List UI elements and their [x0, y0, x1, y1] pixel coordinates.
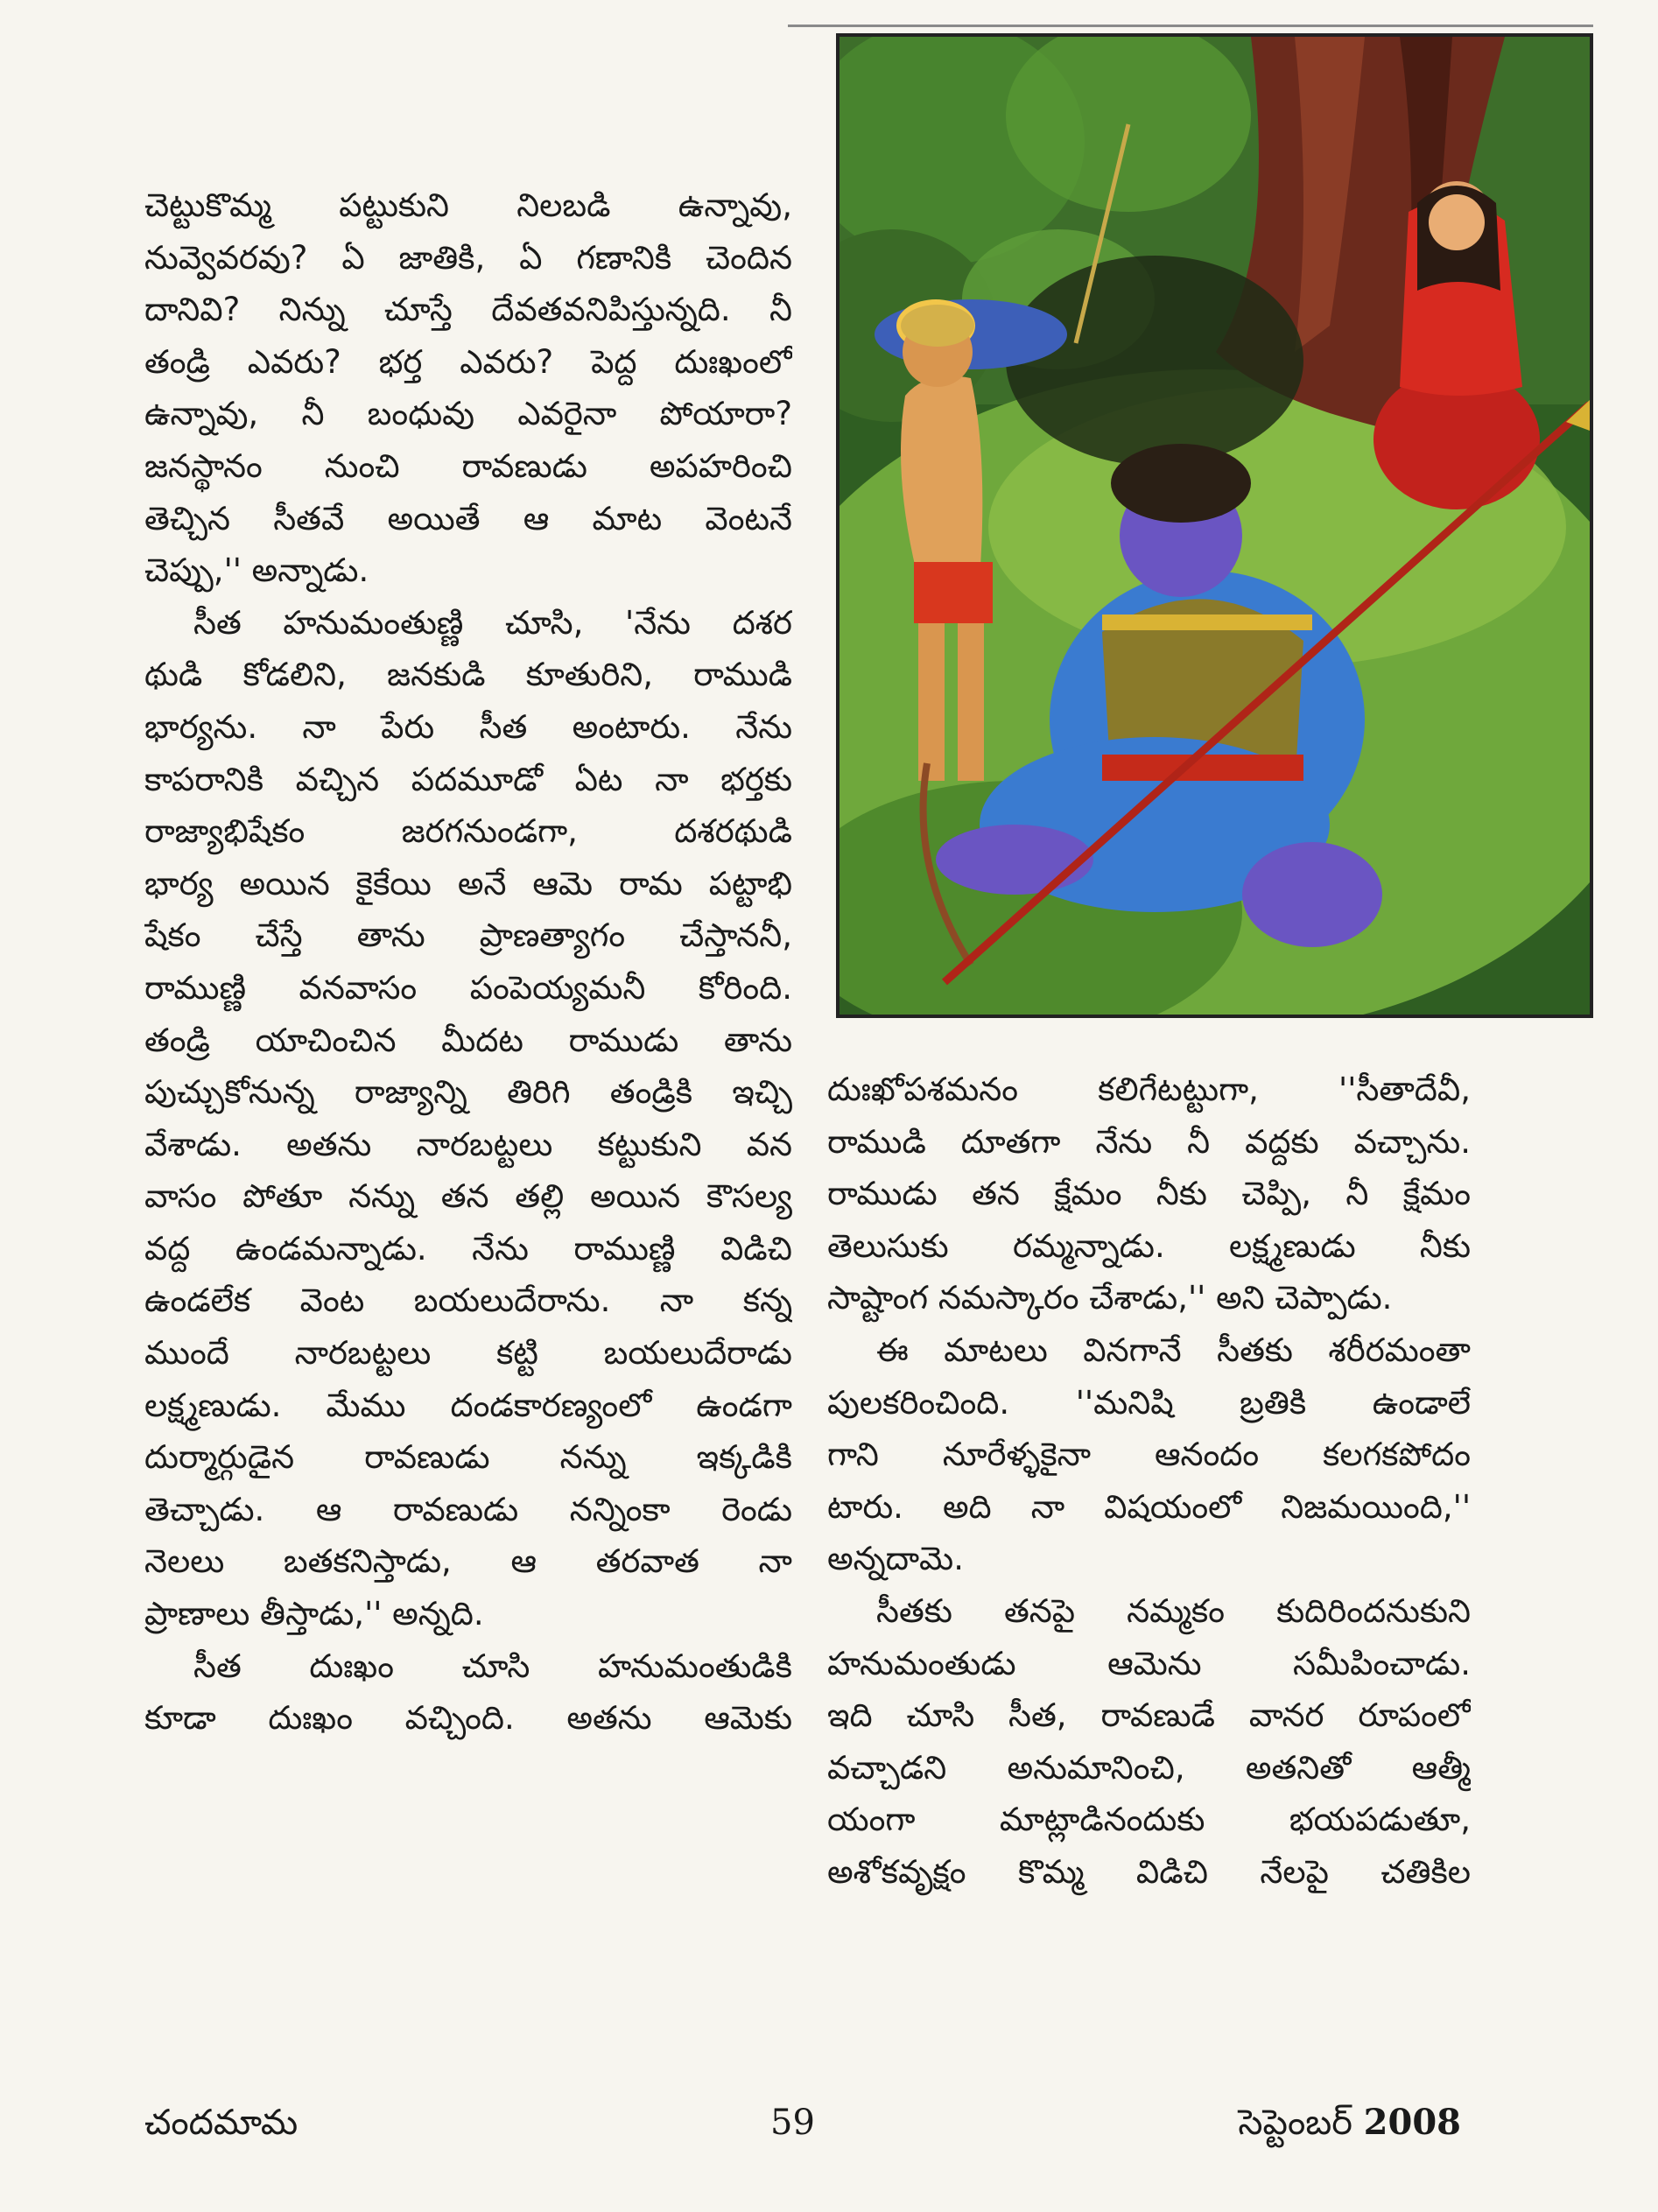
- text-line: సీత హనుమంతుణ్ణి చూసి, 'నేను దశర: [193, 603, 792, 642]
- text-line: యంగా మాట్లాడినందుకు భయపడుతూ,: [827, 1801, 1471, 1839]
- text-line: హనుమంతుడు ఆమెను సమీపించాడు.: [827, 1644, 1471, 1682]
- text-line: నెలలు బతకనిస్తాడు, ఆ తరవాత నా: [144, 1542, 792, 1581]
- text-line: నువ్వెవరవు? ఏ జాతికి, ఏ గణానికి చెందిన: [144, 238, 792, 277]
- page-number: 59: [770, 2103, 815, 2143]
- text-line: లక్ష్మణుడు. మేము దండకారణ్యంలో ఉండగా: [144, 1386, 792, 1424]
- text-line: టారు. అది నా విషయంలో నిజమయింది,'': [827, 1487, 1471, 1526]
- text-line: గాని నూరేళ్ళకైనా ఆనందం కలగకపోదం: [827, 1436, 1471, 1474]
- text-line: తండ్రి ఎవరు? భర్త ఎవరు? పెద్ద దుఃఖంలో: [144, 342, 792, 381]
- text-line: ఈ మాటలు వినగానే సీతకు శరీరమంతా: [876, 1331, 1471, 1369]
- text-line: సాష్టాంగ నమస్కారం చేశాడు,'' అని చెప్పాడు.: [827, 1279, 1393, 1317]
- top-rule: [788, 25, 1593, 27]
- text-line: చెట్టుకొమ్మ పట్టుకుని నిలబడి ఉన్నావు,: [144, 186, 792, 224]
- issue-year: 2008: [1363, 2102, 1461, 2143]
- text-line: దుఃఖోపశమనం కలిగేటట్టుగా, ''సీతాదేవీ,: [827, 1071, 1471, 1108]
- issue-month: సెప్టెంబర్: [1238, 2103, 1352, 2143]
- text-line: చెప్పు,'' అన్నాడు.: [144, 551, 369, 590]
- text-line: షేకం చేస్తే తాను ప్రాణత్యాగం చేస్తాననీ,: [144, 916, 792, 955]
- text-column-left: [144, 179, 792, 1745]
- illustration-drawing: [840, 37, 1590, 1015]
- text-line: సీత దుఃఖం చూసి హనుమంతుడికి: [193, 1647, 792, 1685]
- text-line: పులకరించింది. ''మనిషి బ్రతికి ఉండాలే: [827, 1383, 1471, 1422]
- issue-date: [1238, 2101, 1461, 2145]
- text-line: ముందే నారబట్టలు కట్టి బయలుదేరాడు: [144, 1334, 792, 1373]
- text-line: తెచ్చాడు. ఆ రావణుడు నన్నింకా రెండు: [144, 1490, 792, 1528]
- text-line: అన్నదామె.: [827, 1540, 964, 1578]
- text-line: వద్ద ఉండమన్నాడు. నేను రాముణ్ణి విడిచి: [144, 1229, 792, 1268]
- text-line: రాముడి దూతగా నేను నీ వద్దకు వచ్చాను.: [827, 1122, 1471, 1161]
- text-line: రాముణ్ణి వనవాసం పంపెయ్యమనీ కోరింది.: [144, 968, 792, 1007]
- text-line: పుచ్చుకోనున్న రాజ్యాన్ని తిరిగి తండ్రికి ఇచ్చి: [144, 1073, 792, 1112]
- text-line: ఉండలేక వెంట బయలుదేరాను. నా కన్న: [144, 1282, 792, 1320]
- text-line: తెలుసుకు రమ్మన్నాడు. లక్ష్మణుడు నీకు: [827, 1226, 1471, 1265]
- text-line: ప్రాణాలు తీస్తాడు,'' అన్నది.: [144, 1595, 484, 1633]
- text-line: వాసం పోతూ నన్ను తన తల్లి అయిన కౌసల్య: [144, 1177, 792, 1216]
- text-line: భార్యను. నా పేరు సీత అంటారు. నేను: [144, 707, 792, 746]
- magazine-name: చందమామ: [144, 2103, 299, 2143]
- text-line: ఉన్నావు, నీ బంధువు ఎవరైనా పోయారా?: [144, 395, 792, 433]
- text-line: అశోకవృక్షం కొమ్మ విడిచి నేలపై చతికిల: [827, 1852, 1471, 1891]
- text-line: ఇది చూసి సీత, రావణుడే వానర రూపంలో: [827, 1696, 1471, 1735]
- text-line: వేశాడు. అతను నారబట్టలు కట్టుకుని వన: [144, 1125, 792, 1163]
- text-line: రాజ్యాభిషేకం జరగనుండగా, దశరథుడి: [144, 812, 792, 851]
- text-line: వచ్చాడని అనుమానించి, అతనితో ఆత్మీ: [827, 1748, 1471, 1787]
- story-illustration: [836, 33, 1593, 1018]
- text-line: తండ్రి యాచించిన మీదట రాముడు తాను: [144, 1021, 792, 1059]
- text-line: కూడా దుఃఖం వచ్చింది. అతను ఆమెకు: [144, 1699, 792, 1738]
- text-line: జనస్థానం నుంచి రావణుడు అపహరించి: [144, 446, 792, 485]
- text-line: రాముడు తన క్షేమం నీకు చెప్పి, నీ క్షేమం: [827, 1175, 1471, 1213]
- text-column-right: [827, 1064, 1471, 1899]
- text-line: తెచ్చిన సీతవే అయితే ఆ మాట వెంటనే: [144, 499, 792, 537]
- text-line: దుర్మార్గుడైన రావణుడు నన్ను ఇక్కడికి: [144, 1438, 792, 1477]
- text-line: దానివి? నిన్ను చూస్తే దేవతవనిపిస్తున్నది. నీ: [144, 291, 792, 329]
- text-line: సీతకు తనపై నమ్మకం కుదిరిందనుకుని: [876, 1591, 1471, 1630]
- text-line: కాపరానికి వచ్చిన పదమూడో ఏట నా భర్తకు: [144, 760, 792, 798]
- text-line: థుడి కోడలిని, జనకుడి కూతురిని, రాముడి: [144, 656, 792, 694]
- text-line: భార్య అయిన కైకేయి అనే ఆమె రామ పట్టాభి: [144, 864, 792, 902]
